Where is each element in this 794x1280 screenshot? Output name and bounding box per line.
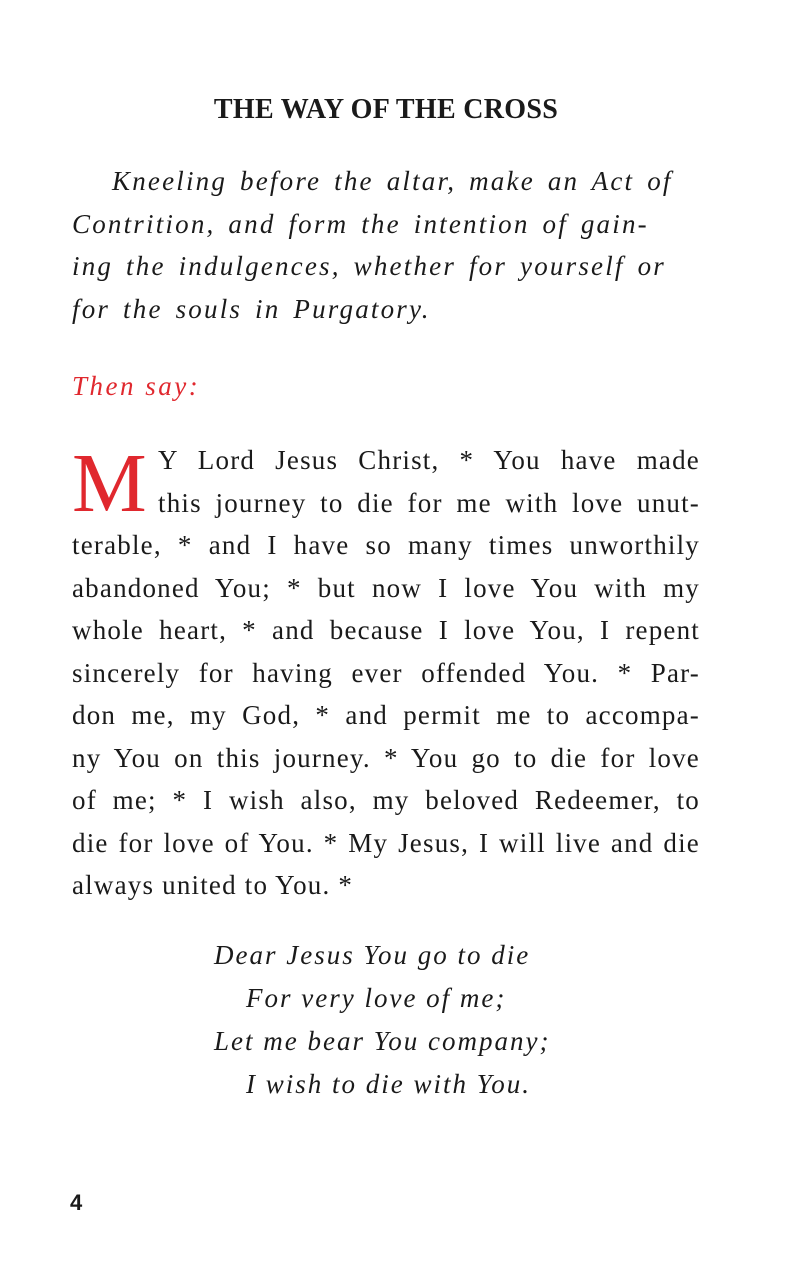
prayer-line: Y Lord Jesus Christ, * You have made: [158, 445, 700, 475]
verse-line: For very love of me;: [246, 983, 507, 1013]
page-number: 4: [70, 1190, 83, 1215]
prayer-line: this journey to die for me with love unut-: [158, 487, 700, 518]
verse-line: I wish to die with You.: [246, 1069, 532, 1099]
drop-cap: M: [72, 437, 148, 530]
prayer-line: of me; * I wish also, my beloved Redeemer, to: [72, 785, 700, 815]
prayer-line: don me, my God, * and permit me to accompa-: [72, 700, 700, 730]
prayer-line: abandoned You; * but now I love You with my: [72, 572, 700, 603]
rubric-then-say: Then say:: [72, 371, 201, 401]
prayer-line: sincerely for having ever offended You. * Par-: [72, 657, 700, 688]
instruction-line: for the souls in Purgatory.: [72, 293, 431, 324]
verse-stanza: [214, 934, 550, 1106]
prayer-paragraph: [72, 439, 700, 907]
instruction-line: ing the indulgences, whether for yourself or: [72, 251, 666, 281]
prayer-line: terable, * and I have so many times unworthily: [72, 530, 700, 560]
prayer-line: whole heart, * and because I love You, I repent: [72, 615, 700, 645]
verse-line: Dear Jesus You go to die: [214, 940, 531, 970]
prayer-line: ny You on this journey. * You go to die for love: [72, 742, 700, 773]
instruction-paragraph: [72, 160, 702, 330]
verse-line: Let me bear You company;: [214, 1026, 551, 1056]
instruction-line: Kneeling before the altar, make an Act of: [112, 166, 673, 196]
page-title: THE WAY OF THE CROSS: [213, 94, 559, 125]
prayer-line: die for love of You. * My Jesus, I will live and die: [72, 827, 700, 858]
prayer-line: always united to You. *: [72, 870, 354, 900]
instruction-line: Contrition, and form the intention of gain-: [72, 208, 649, 239]
